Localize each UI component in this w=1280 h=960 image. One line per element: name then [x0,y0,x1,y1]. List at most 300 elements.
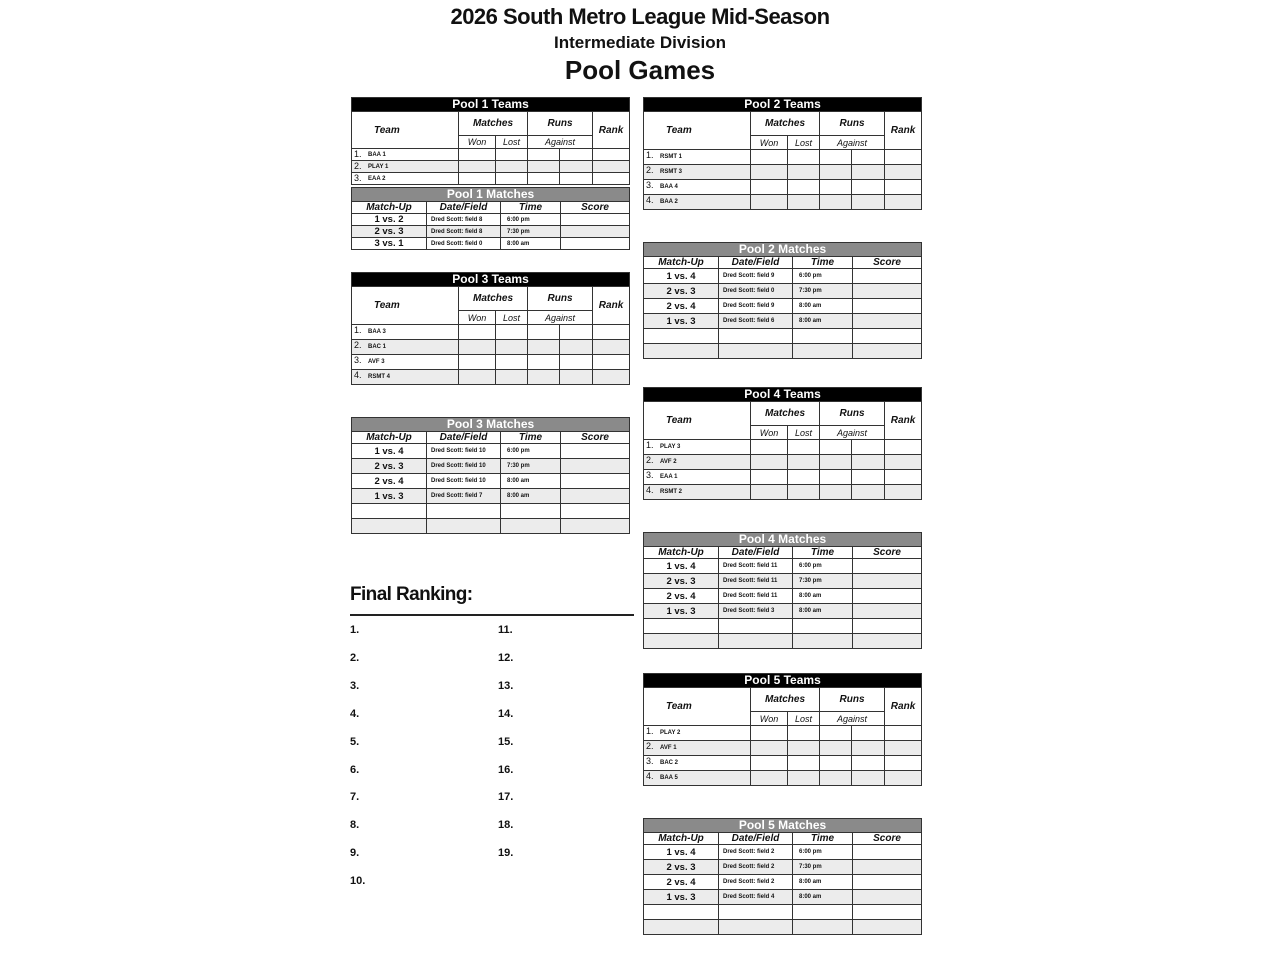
team-stat-cell[interactable] [852,756,885,771]
rank-slot: 2. [350,651,360,664]
team-stat-cell[interactable] [751,771,788,786]
score-cell[interactable] [853,589,922,604]
team-stat-cell[interactable] [788,470,820,485]
team-stat-cell[interactable] [852,150,885,165]
date-field: Dred Scott: field 10 [427,474,501,489]
pool-1-matches-table [351,187,630,250]
team-stat-cell[interactable] [885,455,922,470]
team-name: BAA 4 [660,184,678,190]
score-cell[interactable] [853,875,922,890]
team-stat-cell[interactable] [528,149,560,161]
score-cell[interactable] [561,474,630,489]
team-number: 1. [646,150,654,160]
team-stat-cell[interactable] [459,340,496,355]
team-stat-cell[interactable] [751,180,788,195]
blank-cell[interactable] [644,329,719,344]
team-cell [644,455,751,470]
team-stat-cell[interactable] [528,161,560,173]
team-stat-cell[interactable] [751,195,788,210]
team-stat-cell[interactable] [820,150,852,165]
team-name: RSMT 2 [660,489,683,495]
match-time: 7:30 pm [793,284,853,299]
team-stat-cell[interactable] [852,741,885,756]
blank-match-row [644,344,922,359]
team-stat-cell[interactable] [560,340,593,355]
blank-cell[interactable] [853,920,922,935]
team-stat-cell[interactable] [820,756,852,771]
team-stat-cell[interactable] [852,195,885,210]
team-stat-cell[interactable] [593,173,630,185]
runs-header: Runs [820,112,885,136]
time-header: Time [793,547,853,559]
match-time: 6:00 pm [793,559,853,574]
team-stat-cell[interactable] [885,726,922,741]
score-cell[interactable] [561,226,630,238]
lost-header: Lost [788,426,820,440]
date-field-header: Date/Field [719,257,793,269]
team-header: Team [352,112,459,149]
blank-cell[interactable] [644,619,719,634]
team-stat-cell[interactable] [528,370,560,385]
runs-header: Runs [820,402,885,426]
team-stat-cell[interactable] [560,325,593,340]
team-cell [644,741,751,756]
team-stat-cell[interactable] [459,370,496,385]
team-stat-cell[interactable] [885,165,922,180]
team-stat-cell[interactable] [459,355,496,370]
match-up: 1 vs. 2 [352,214,427,226]
team-stat-cell[interactable] [820,485,852,500]
score-cell[interactable] [853,604,922,619]
team-stat-cell[interactable] [751,455,788,470]
team-stat-cell[interactable] [852,485,885,500]
blank-cell[interactable] [561,504,630,519]
team-stat-cell[interactable] [560,161,593,173]
blank-match-row [644,905,922,920]
team-row [644,741,922,756]
team-number: 2. [354,161,362,171]
blank-cell[interactable] [427,504,501,519]
blank-cell[interactable] [644,920,719,935]
date-field: Dred Scott: field 2 [719,845,793,860]
date-field: Dred Scott: field 0 [427,238,501,250]
team-stat-cell[interactable] [820,771,852,786]
blank-cell[interactable] [719,619,793,634]
team-number: 3. [646,180,654,190]
date-field: Dred Scott: field 11 [719,589,793,604]
team-stat-cell[interactable] [496,340,528,355]
team-stat-cell[interactable] [788,165,820,180]
won-header: Won [459,136,496,149]
match-up: 1 vs. 3 [644,890,719,905]
team-stat-cell[interactable] [788,150,820,165]
score-cell[interactable] [853,559,922,574]
match-time: 7:30 pm [501,226,561,238]
score-cell[interactable] [561,238,630,250]
team-cell [352,325,459,340]
blank-cell[interactable] [501,519,561,534]
blank-cell[interactable] [853,344,922,359]
blank-cell[interactable] [719,920,793,935]
team-cell [644,150,751,165]
team-stat-cell[interactable] [820,165,852,180]
team-name: BAC 2 [660,760,679,766]
team-name: RSMT 4 [368,374,391,380]
team-stat-cell[interactable] [560,370,593,385]
team-stat-cell[interactable] [528,340,560,355]
team-stat-cell[interactable] [852,440,885,455]
team-stat-cell[interactable] [459,173,496,185]
team-stat-cell[interactable] [496,161,528,173]
team-number: 3. [354,355,362,365]
team-stat-cell[interactable] [885,195,922,210]
team-stat-cell[interactable] [885,440,922,455]
pool-teams-title: Pool 5 Teams [644,674,922,688]
against-header: Against [820,426,885,440]
team-stat-cell[interactable] [820,741,852,756]
blank-cell[interactable] [853,905,922,920]
team-stat-cell[interactable] [751,741,788,756]
pool-3-matches-table [351,417,630,534]
team-stat-cell[interactable] [459,149,496,161]
against-header: Against [820,136,885,150]
pool-2-teams-table [643,97,922,210]
team-name: RSMT 1 [660,154,683,160]
team-row [644,165,922,180]
date-field-header: Date/Field [719,547,793,559]
team-stat-cell[interactable] [885,771,922,786]
blank-cell[interactable] [793,344,853,359]
team-cell [352,340,459,355]
team-cell [352,370,459,385]
team-stat-cell[interactable] [459,161,496,173]
team-stat-cell[interactable] [885,741,922,756]
team-stat-cell[interactable] [496,370,528,385]
blank-cell[interactable] [793,619,853,634]
score-cell[interactable] [853,574,922,589]
team-row [644,771,922,786]
team-cell [352,173,459,185]
date-field: Dred Scott: field 9 [719,299,793,314]
date-field: Dred Scott: field 2 [719,875,793,890]
team-name: BAC 1 [368,344,387,350]
match-time: 6:00 pm [793,845,853,860]
match-row [352,474,630,489]
match-row [644,890,922,905]
team-number: 4. [646,485,654,495]
team-stat-cell[interactable] [885,470,922,485]
team-stat-cell[interactable] [751,485,788,500]
matches-header: Matches [459,287,528,311]
team-row [352,173,630,185]
rank-slot: 6. [350,763,360,776]
match-up: 1 vs. 3 [352,489,427,504]
team-stat-cell[interactable] [820,195,852,210]
score-header: Score [561,202,630,214]
team-stat-cell[interactable] [820,470,852,485]
blank-cell[interactable] [501,504,561,519]
match-up: 1 vs. 4 [352,444,427,459]
matches-header: Matches [459,112,528,136]
pool-4-teams-table [643,387,922,500]
team-row [352,340,630,355]
team-stat-cell[interactable] [788,195,820,210]
team-cell [644,470,751,485]
team-number: 2. [646,741,654,751]
date-field: Dred Scott: field 10 [427,444,501,459]
team-stat-cell[interactable] [593,355,630,370]
team-stat-cell[interactable] [788,771,820,786]
pool-matches-title: Pool 5 Matches [644,819,922,833]
team-header: Team [644,402,751,440]
blank-cell[interactable] [644,344,719,359]
match-up: 2 vs. 3 [352,226,427,238]
match-up: 2 vs. 3 [352,459,427,474]
score-cell[interactable] [853,284,922,299]
team-stat-cell[interactable] [852,180,885,195]
final-ranking-divider [350,614,634,616]
team-stat-cell[interactable] [852,726,885,741]
team-stat-cell[interactable] [496,325,528,340]
blank-cell[interactable] [719,329,793,344]
team-stat-cell[interactable] [788,741,820,756]
team-stat-cell[interactable] [852,165,885,180]
time-header: Time [501,202,561,214]
pool-2-matches-table [643,242,922,359]
score-cell[interactable] [853,860,922,875]
match-time: 6:00 pm [501,214,561,226]
match-row [644,574,922,589]
match-time: 6:00 pm [793,269,853,284]
score-cell[interactable] [853,269,922,284]
team-stat-cell[interactable] [885,756,922,771]
date-field-header: Date/Field [427,432,501,444]
date-field: Dred Scott: field 3 [719,604,793,619]
team-stat-cell[interactable] [788,485,820,500]
score-cell[interactable] [853,299,922,314]
blank-cell[interactable] [719,905,793,920]
score-cell[interactable] [853,314,922,329]
score-cell[interactable] [853,845,922,860]
match-time: 7:30 pm [501,459,561,474]
rank-slot: 3. [350,679,360,692]
team-stat-cell[interactable] [820,180,852,195]
team-stat-cell[interactable] [459,325,496,340]
team-row [352,355,630,370]
team-name: RSMT 3 [660,169,683,175]
team-stat-cell[interactable] [593,340,630,355]
team-stat-cell[interactable] [820,455,852,470]
team-stat-cell[interactable] [496,173,528,185]
team-stat-cell[interactable] [751,726,788,741]
team-row [644,726,922,741]
rank-slot: 12. [498,651,514,664]
blank-cell[interactable] [719,344,793,359]
blank-cell[interactable] [644,634,719,649]
match-row [352,226,630,238]
team-name: PLAY 2 [660,730,681,736]
team-number: 3. [646,470,654,480]
team-stat-cell[interactable] [788,180,820,195]
team-stat-cell[interactable] [593,325,630,340]
team-row [352,149,630,161]
rank-slot: 17. [498,791,514,804]
match-time: 8:00 am [501,238,561,250]
blank-cell[interactable] [427,519,501,534]
matches-header: Matches [751,112,820,136]
team-stat-cell[interactable] [820,440,852,455]
team-stat-cell[interactable] [751,756,788,771]
team-name: AVF 3 [368,359,385,365]
blank-cell[interactable] [853,619,922,634]
team-stat-cell[interactable] [788,756,820,771]
team-stat-cell[interactable] [885,150,922,165]
rank-header: Rank [885,688,922,726]
team-stat-cell[interactable] [496,355,528,370]
team-row [352,370,630,385]
team-cell [352,161,459,173]
rank-slot: 9. [350,847,360,860]
blank-cell[interactable] [719,634,793,649]
rank-slot: 16. [498,763,514,776]
blank-cell[interactable] [793,329,853,344]
match-row [352,489,630,504]
team-stat-cell[interactable] [885,485,922,500]
blank-match-row [352,519,630,534]
team-stat-cell[interactable] [593,370,630,385]
match-row [644,559,922,574]
team-cell [644,165,751,180]
score-header: Score [561,432,630,444]
team-stat-cell[interactable] [820,726,852,741]
match-up: 2 vs. 4 [644,875,719,890]
team-stat-cell[interactable] [528,355,560,370]
team-stat-cell[interactable] [593,149,630,161]
team-stat-cell[interactable] [496,149,528,161]
against-header: Against [528,311,593,325]
match-up: 1 vs. 4 [644,845,719,860]
blank-cell[interactable] [561,519,630,534]
blank-cell[interactable] [853,634,922,649]
team-number: 4. [646,771,654,781]
score-cell[interactable] [561,459,630,474]
rank-slot: 7. [350,791,360,804]
team-name: AVF 2 [660,459,677,465]
team-stat-cell[interactable] [560,355,593,370]
matches-header: Matches [751,688,820,712]
team-stat-cell[interactable] [560,173,593,185]
match-row [352,444,630,459]
match-up: 2 vs. 3 [644,574,719,589]
score-cell[interactable] [561,214,630,226]
team-cell [644,180,751,195]
rank-slot: 13. [498,679,514,692]
pool-matches-title: Pool 1 Matches [352,188,630,202]
team-number: 1. [646,440,654,450]
team-name: AVF 1 [660,745,677,751]
match-row [352,238,630,250]
date-field: Dred Scott: field 7 [427,489,501,504]
blank-match-row [644,329,922,344]
blank-cell[interactable] [793,905,853,920]
team-stat-cell[interactable] [852,455,885,470]
date-field: Dred Scott: field 4 [719,890,793,905]
won-header: Won [751,136,788,150]
blank-cell[interactable] [793,634,853,649]
score-cell[interactable] [561,444,630,459]
score-cell[interactable] [853,890,922,905]
team-header: Team [644,112,751,150]
team-stat-cell[interactable] [593,161,630,173]
team-stat-cell[interactable] [751,440,788,455]
match-up: 1 vs. 3 [644,604,719,619]
team-name: BAA 5 [660,775,678,781]
team-stat-cell[interactable] [788,440,820,455]
pool-4-matches-table [643,532,922,649]
team-stat-cell[interactable] [788,726,820,741]
match-time: 8:00 am [501,474,561,489]
team-stat-cell[interactable] [528,173,560,185]
team-number: 1. [354,325,362,335]
team-stat-cell[interactable] [788,455,820,470]
team-header: Team [644,688,751,726]
date-field: Dred Scott: field 9 [719,269,793,284]
match-row [644,269,922,284]
team-name: PLAY 3 [660,444,681,450]
score-header: Score [853,547,922,559]
score-cell[interactable] [561,489,630,504]
team-stat-cell[interactable] [852,470,885,485]
pool-5-teams-table [643,673,922,786]
matchup-header: Match-Up [644,257,719,269]
match-up: 2 vs. 3 [644,284,719,299]
team-stat-cell[interactable] [852,771,885,786]
match-time: 8:00 am [793,299,853,314]
team-stat-cell[interactable] [885,180,922,195]
team-stat-cell[interactable] [560,149,593,161]
blank-cell[interactable] [352,504,427,519]
match-up: 2 vs. 4 [644,589,719,604]
page-title: 2026 South Metro League Mid-Season [450,4,830,29]
date-field-header: Date/Field [427,202,501,214]
match-row [644,314,922,329]
final-ranking-title: Final Ranking: [350,584,473,605]
match-up: 1 vs. 4 [644,269,719,284]
match-time: 8:00 am [793,314,853,329]
blank-match-row [644,920,922,935]
team-row [352,161,630,173]
team-stat-cell[interactable] [751,470,788,485]
match-up: 1 vs. 3 [644,314,719,329]
match-up: 2 vs. 4 [352,474,427,489]
pool-teams-title: Pool 3 Teams [352,273,630,287]
team-name: PLAY 1 [368,163,389,170]
team-stat-cell[interactable] [751,150,788,165]
team-cell [644,771,751,786]
blank-cell[interactable] [644,905,719,920]
team-stat-cell[interactable] [528,325,560,340]
blank-cell[interactable] [853,329,922,344]
date-field: Dred Scott: field 2 [719,860,793,875]
match-row [644,604,922,619]
team-stat-cell[interactable] [751,165,788,180]
score-header: Score [853,257,922,269]
lost-header: Lost [496,136,528,149]
won-header: Won [751,426,788,440]
section-title: Pool Games [564,55,716,85]
blank-cell[interactable] [352,519,427,534]
blank-cell[interactable] [793,920,853,935]
